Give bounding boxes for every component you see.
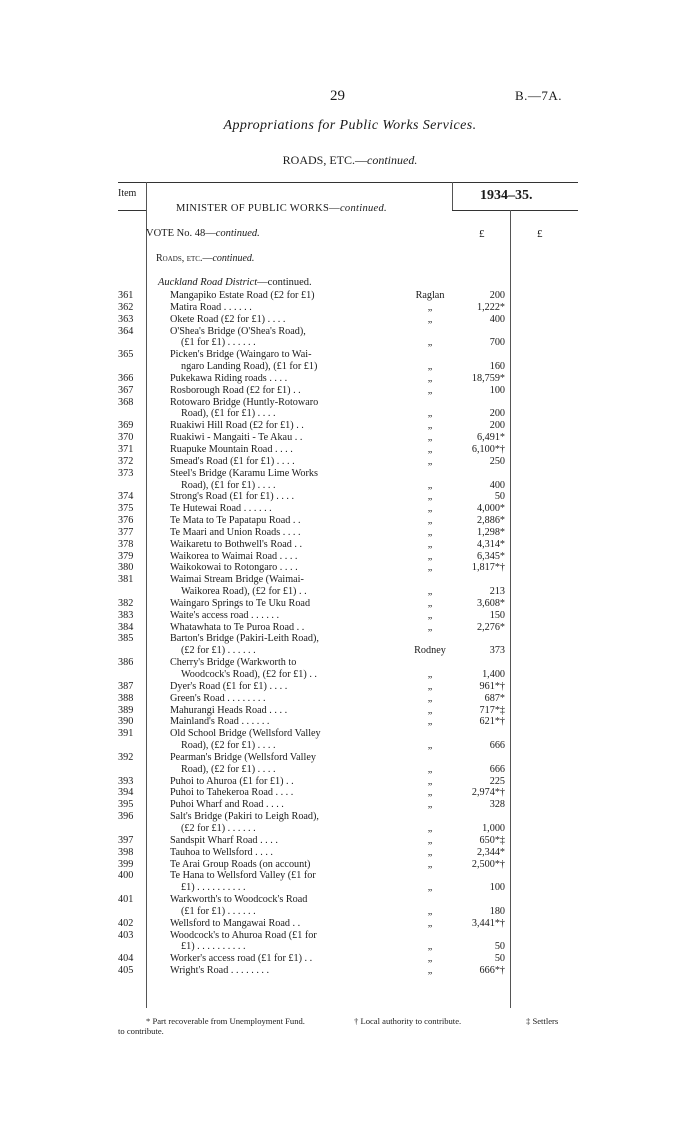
item-description: Road), (£1 for £1) . . . . <box>181 408 276 420</box>
table-row <box>0 456 700 468</box>
table-row <box>0 906 700 918</box>
local-authority: „ <box>427 337 433 349</box>
year-column-divider <box>452 182 453 210</box>
table-row <box>0 480 700 492</box>
item-number: 392 <box>118 751 134 763</box>
amount: 3,441*† <box>471 917 505 929</box>
item-description: ngaro Landing Road), (£1 for £1) <box>181 361 318 373</box>
item-description: (£1 for £1) . . . . . . <box>181 337 256 349</box>
page-number: 29 <box>330 88 345 104</box>
table-row <box>0 953 700 965</box>
item-number: 376 <box>118 515 134 527</box>
item-description: Sandspit Wharf Road . . . . <box>170 834 278 846</box>
item-description: Te Hutewai Road . . . . . . <box>170 503 272 515</box>
amount: 1,400 <box>482 669 505 680</box>
item-description: Puhoi to Ahuroa (£1 for £1) . . <box>170 775 294 787</box>
table-row <box>0 444 700 456</box>
amount: 180 <box>489 905 505 917</box>
district-main: Auckland Road District <box>158 277 258 288</box>
table-row <box>0 385 700 397</box>
table-row <box>0 373 700 385</box>
item-number: 378 <box>118 538 134 550</box>
table-row <box>0 776 700 788</box>
local-authority: „ <box>427 408 433 420</box>
table-row <box>0 705 700 717</box>
local-authority: „ <box>427 822 433 834</box>
local-authority: „ <box>427 420 433 432</box>
item-number: 379 <box>118 550 134 562</box>
item-description: Te Mata to Te Papatapu Road . . <box>170 515 301 527</box>
table-row <box>0 326 700 338</box>
item-number: 402 <box>118 917 134 929</box>
amount: 666*† <box>479 965 505 977</box>
item-number: 363 <box>118 313 134 325</box>
item-description: O'Shea's Bridge (O'Shea's Road), <box>170 325 306 337</box>
amount: 200 <box>489 420 505 432</box>
item-description: Picken's Bridge (Waingaro to Wai- <box>170 349 312 361</box>
item-description: Waikorea to Waimai Road . . . . <box>170 550 298 562</box>
local-authority: „ <box>427 953 433 965</box>
item-description: Road), (£1 for £1) . . . . <box>181 479 276 491</box>
item-description: Green's Road . . . . . . . . <box>170 692 266 704</box>
item-number: 396 <box>118 811 134 823</box>
local-authority: „ <box>427 597 433 609</box>
item-number: 365 <box>118 349 134 361</box>
local-authority: „ <box>427 799 433 811</box>
item-description: Salt's Bridge (Pakiri to Leigh Road), <box>170 811 319 823</box>
item-description: Dyer's Road (£1 for £1) . . . . <box>170 680 288 692</box>
amount: 2,974*† <box>471 787 505 799</box>
amount: 225 <box>489 775 505 787</box>
item-description: £1) . . . . . . . . . . <box>181 882 246 894</box>
item-description: Ruakiwi Hill Road (£2 for £1) . . <box>170 420 304 432</box>
item-description: Barton's Bridge (Pakiri-Leith Road), <box>170 633 319 645</box>
local-authority: „ <box>427 716 433 728</box>
item-description: Waite's access road . . . . . . <box>170 609 280 621</box>
item-number: 368 <box>118 396 134 408</box>
local-authority: „ <box>427 787 433 799</box>
table-row <box>0 859 700 871</box>
amount: 1,817*† <box>471 562 505 574</box>
item-number: 374 <box>118 491 134 503</box>
table-row <box>0 361 700 373</box>
item-number: 386 <box>118 657 134 669</box>
item-description: Mainland's Road . . . . . . <box>170 716 270 728</box>
amount: 400 <box>489 313 505 325</box>
item-number: 403 <box>118 929 134 941</box>
table-row <box>0 586 700 598</box>
item-description: Te Maari and Union Roads . . . . <box>170 526 301 538</box>
table-row <box>0 835 700 847</box>
item-description: Smead's Road (£1 for £1) . . . . <box>170 455 295 467</box>
item-description: Wright's Road . . . . . . . . <box>170 965 270 977</box>
item-number: 395 <box>118 799 134 811</box>
vote-continued: continued. <box>215 228 260 239</box>
table-row <box>0 397 700 409</box>
table-row <box>0 515 700 527</box>
table-row <box>0 882 700 894</box>
item-column-header: Item <box>118 188 137 199</box>
ministry-heading <box>176 203 387 214</box>
table-row <box>0 491 700 503</box>
item-description: Puhoi Wharf and Road . . . . <box>170 799 284 811</box>
item-number: 383 <box>118 609 134 621</box>
amount: 1,000 <box>482 822 505 834</box>
item-description: Wellsford to Mangawai Road . . <box>170 917 301 929</box>
ministry-continued: continued. <box>339 203 387 214</box>
item-description: Tauhoa to Wellsford . . . . <box>170 846 273 858</box>
vote-main: VOTE No. 48— <box>146 228 216 239</box>
local-authority: „ <box>427 905 433 917</box>
subtitle-continued: continued. <box>367 153 418 167</box>
item-description: (£1 for £1) . . . . . . <box>181 905 256 917</box>
table-row <box>0 622 700 634</box>
amount: 1,298* <box>476 526 505 538</box>
local-authority: „ <box>427 917 433 929</box>
local-authority: „ <box>427 550 433 562</box>
local-authority: „ <box>427 586 433 598</box>
amount: 2,500*† <box>471 858 505 870</box>
amount: 1,222* <box>476 301 505 313</box>
item-number: 388 <box>118 692 134 704</box>
item-number: 385 <box>118 633 134 645</box>
local-authority: „ <box>427 491 433 503</box>
local-authority: „ <box>427 680 433 692</box>
item-number: 387 <box>118 680 134 692</box>
item-description: Waingaro Springs to Te Uku Road <box>170 597 311 609</box>
item-description: Rotowaro Bridge (Huntly-Rotowaro <box>170 396 319 408</box>
page-title: Appropriations for Public Works Services. <box>223 118 477 133</box>
table-row <box>0 669 700 681</box>
table-row <box>0 657 700 669</box>
item-number: 393 <box>118 775 134 787</box>
roads-main: Roads, etc.— <box>156 253 213 264</box>
item-number: 381 <box>118 574 134 586</box>
amount: 100 <box>489 384 505 396</box>
table-row <box>0 811 700 823</box>
local-authority: „ <box>427 669 433 680</box>
table-row <box>0 633 700 645</box>
item-description: (£2 for £1) . . . . . . <box>181 822 256 834</box>
item-number: 391 <box>118 728 134 740</box>
table-row <box>0 764 700 776</box>
amount: 200 <box>489 408 505 420</box>
item-description: Road), (£2 for £1) . . . . <box>181 763 276 775</box>
local-authority: „ <box>427 538 433 550</box>
table-row <box>0 432 700 444</box>
item-description: Te Hana to Wellsford Valley (£1 for <box>170 870 316 882</box>
item-description: Cherry's Bridge (Warkworth to <box>170 657 297 669</box>
ministry-main: MINISTER OF PUBLIC WORKS— <box>176 203 340 214</box>
item-description: Woodcock's to Ahuroa Road (£1 for <box>170 929 317 941</box>
table-row <box>0 894 700 906</box>
item-number: 371 <box>118 443 134 455</box>
item-number: 400 <box>118 870 134 882</box>
local-authority: „ <box>427 479 433 491</box>
local-authority: Rodney <box>414 645 446 657</box>
table-row <box>0 918 700 930</box>
amount: 100 <box>489 882 505 894</box>
amount: 18,759* <box>471 372 505 384</box>
local-authority: „ <box>427 384 433 396</box>
district-continued: —continued. <box>257 277 312 288</box>
item-description: (£2 for £1) . . . . . . <box>181 645 256 657</box>
local-authority: „ <box>427 621 433 633</box>
local-authority: „ <box>427 515 433 527</box>
item-description: Rosborough Road (£2 for £1) . . <box>170 384 301 396</box>
item-number: 390 <box>118 716 134 728</box>
amount: 50 <box>494 953 505 965</box>
local-authority: „ <box>427 775 433 787</box>
item-number: 370 <box>118 432 134 444</box>
table-row <box>0 562 700 574</box>
local-authority: „ <box>427 692 433 704</box>
appropriations-table-body <box>0 290 700 977</box>
amount: 400 <box>489 479 505 491</box>
amount: 650*‡ <box>479 834 505 846</box>
amount: 50 <box>494 941 505 953</box>
subtitle-main: ROADS, ETC.— <box>282 153 367 167</box>
table-row <box>0 503 700 515</box>
amount: 213 <box>489 586 505 598</box>
amount: 700 <box>489 337 505 349</box>
footnote-local-authority: † Local authority to contribute. <box>354 1016 462 1026</box>
local-authority: „ <box>427 455 433 467</box>
item-description: Waikorea Road), (£2 for £1) . . <box>181 586 307 598</box>
table-row <box>0 823 700 835</box>
local-authority: „ <box>427 609 433 621</box>
table-row <box>0 468 700 480</box>
item-number: 377 <box>118 526 134 538</box>
item-number: 382 <box>118 597 134 609</box>
item-description: Worker's access road (£1 for £1) . . <box>170 953 313 965</box>
footnote-settlers-continued: to contribute. <box>118 1026 164 1036</box>
item-description: Steel's Bridge (Karamu Lime Works <box>170 467 318 479</box>
item-description: Warkworth's to Woodcock's Road <box>170 894 308 906</box>
item-number: 375 <box>118 503 134 515</box>
item-description: Waikokowai to Rotongaro . . . . <box>170 562 298 574</box>
item-description: Ruapuke Mountain Road . . . . <box>170 443 293 455</box>
table-row <box>0 941 700 953</box>
local-authority: „ <box>427 965 433 977</box>
year-column-header: 1934–35. <box>480 188 533 203</box>
item-number: 362 <box>118 301 134 313</box>
table-row <box>0 574 700 586</box>
table-row <box>0 598 700 610</box>
table-row <box>0 337 700 349</box>
year-header-rule <box>452 210 578 211</box>
item-number: 394 <box>118 787 134 799</box>
district-heading <box>158 277 312 288</box>
table-row <box>0 527 700 539</box>
amount: 6,100*† <box>471 443 505 455</box>
amount: 200 <box>489 290 505 301</box>
local-authority: „ <box>427 834 433 846</box>
amount: 687* <box>484 692 505 704</box>
amount: 2,276* <box>476 621 505 633</box>
table-row <box>0 539 700 551</box>
table-row <box>0 930 700 942</box>
local-authority: „ <box>427 740 433 752</box>
item-number: 401 <box>118 894 134 906</box>
item-number: 405 <box>118 965 134 977</box>
amount: 3,608* <box>476 597 505 609</box>
vote-heading <box>146 228 260 239</box>
table-row <box>0 302 700 314</box>
table-row <box>0 693 700 705</box>
currency-symbol-first: £ <box>479 228 485 240</box>
item-description: Mahurangi Heads Road . . . . <box>170 704 288 716</box>
item-description: Whatawhata to Te Puroa Road . . <box>170 621 305 633</box>
table-row <box>0 420 700 432</box>
table-row <box>0 290 700 302</box>
table-row <box>0 965 700 977</box>
item-number: 384 <box>118 621 134 633</box>
table-row <box>0 349 700 361</box>
local-authority: „ <box>427 882 433 894</box>
amount: 250 <box>489 455 505 467</box>
table-row <box>0 408 700 420</box>
local-authority: „ <box>427 443 433 455</box>
roads-continued: continued. <box>212 253 255 264</box>
footnote-settlers: ‡ Settlers <box>526 1016 559 1026</box>
item-description: Okete Road (£2 for £1) . . . . <box>170 313 286 325</box>
amount: 961*† <box>479 680 505 692</box>
local-authority: „ <box>427 704 433 716</box>
amount: 666 <box>489 740 505 752</box>
local-authority: „ <box>427 763 433 775</box>
local-authority: „ <box>427 562 433 574</box>
item-number: 404 <box>118 953 134 965</box>
roads-subheading <box>156 253 254 264</box>
local-authority: „ <box>427 361 433 373</box>
amount: 717*‡ <box>479 704 505 716</box>
table-row <box>0 799 700 811</box>
local-authority: „ <box>427 503 433 515</box>
table-row <box>0 752 700 764</box>
item-description: Te Arai Group Roads (on account) <box>170 858 311 870</box>
amount: 621*† <box>479 716 505 728</box>
local-authority: „ <box>427 432 433 444</box>
table-row <box>0 645 700 657</box>
item-description: Ruakiwi - Mangaiti - Te Akau . . <box>170 432 303 444</box>
table-row <box>0 870 700 882</box>
amount: 328 <box>489 799 505 811</box>
item-number: 361 <box>118 290 134 301</box>
local-authority: „ <box>427 301 433 313</box>
currency-symbol-second: £ <box>537 228 543 240</box>
item-number: 366 <box>118 372 134 384</box>
amount: 4,000* <box>476 503 505 515</box>
table-row <box>0 314 700 326</box>
section-subtitle <box>0 153 700 168</box>
amount: 6,491* <box>476 432 505 444</box>
amount: 150 <box>489 609 505 621</box>
item-description: Puhoi to Tahekeroa Road . . . . <box>170 787 294 799</box>
item-number: 398 <box>118 846 134 858</box>
table-row <box>0 740 700 752</box>
item-description: Old School Bridge (Wellsford Valley <box>170 728 321 740</box>
item-number: 372 <box>118 455 134 467</box>
item-number: 369 <box>118 420 134 432</box>
local-authority: „ <box>427 372 433 384</box>
table-top-rule <box>118 182 578 183</box>
item-number: 397 <box>118 834 134 846</box>
item-number: 364 <box>118 325 134 337</box>
amount: 666 <box>489 763 505 775</box>
local-authority: „ <box>427 941 433 953</box>
amount: 50 <box>494 491 505 503</box>
local-authority: „ <box>427 313 433 325</box>
table-row <box>0 716 700 728</box>
item-number: 389 <box>118 704 134 716</box>
item-description: Pukekawa Riding roads . . . . <box>170 372 288 384</box>
item-description: Mangapiko Estate Road (£2 for £1) <box>170 290 315 301</box>
item-description: Road), (£2 for £1) . . . . <box>181 740 276 752</box>
item-number: 380 <box>118 562 134 574</box>
item-description: £1) . . . . . . . . . . <box>181 941 246 953</box>
local-authority: „ <box>427 846 433 858</box>
footnote-unemployment: * Part recoverable from Unemployment Fund. <box>146 1016 305 1026</box>
table-row <box>0 847 700 859</box>
amount: 4,314* <box>476 538 505 550</box>
item-header-rule <box>118 210 146 211</box>
item-description: Woodcock's Road), (£2 for £1) . . <box>181 669 317 680</box>
local-authority: Raglan <box>415 290 445 301</box>
item-number: 373 <box>118 467 134 479</box>
amount: 6,345* <box>476 550 505 562</box>
amount: 373 <box>489 645 505 657</box>
local-authority: „ <box>427 526 433 538</box>
item-number: 367 <box>118 384 134 396</box>
table-row <box>0 681 700 693</box>
item-description: Waimai Stream Bridge (Waimai- <box>170 574 304 586</box>
table-row <box>0 728 700 740</box>
amount: 160 <box>489 361 505 373</box>
table-row <box>0 610 700 622</box>
item-description: Strong's Road (£1 for £1) . . . . <box>170 491 295 503</box>
table-row <box>0 551 700 563</box>
document-reference: B.—7A. <box>515 88 563 103</box>
table-row <box>0 787 700 799</box>
item-number: 399 <box>118 858 134 870</box>
amount: 2,344* <box>476 846 505 858</box>
item-description: Waikaretu to Bothwell's Road . . <box>170 538 303 550</box>
amount: 2,886* <box>476 515 505 527</box>
local-authority: „ <box>427 858 433 870</box>
item-description: Matira Road . . . . . . <box>170 301 252 313</box>
item-description: Pearman's Bridge (Wellsford Valley <box>170 751 316 763</box>
